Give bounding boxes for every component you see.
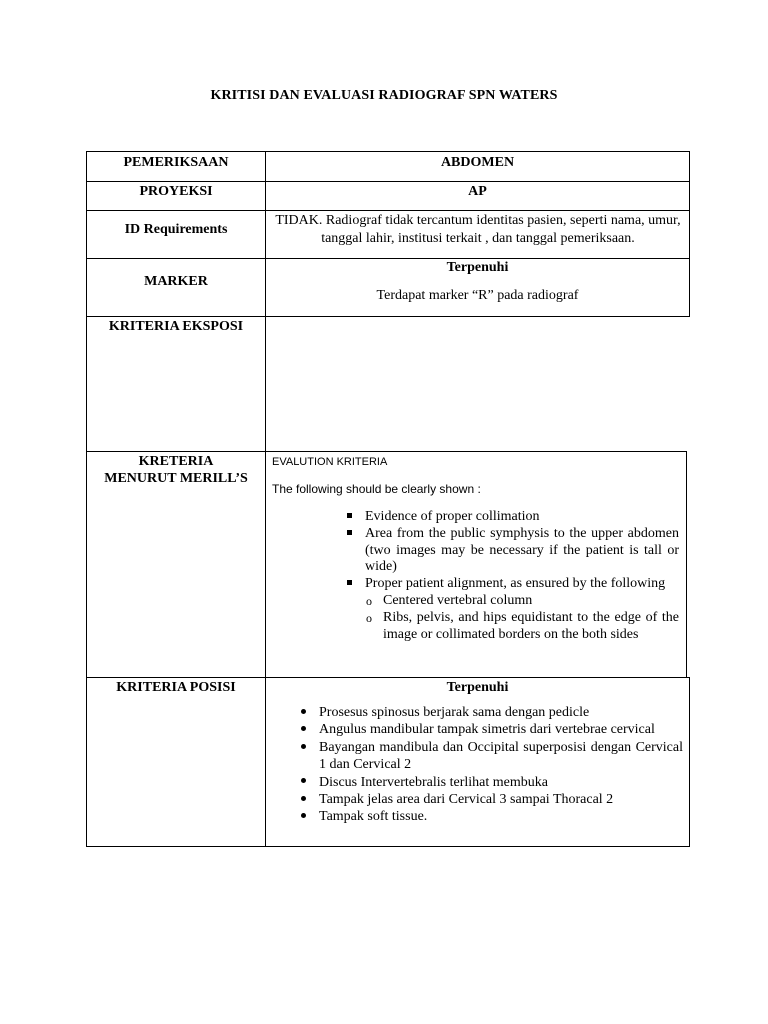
id-requirements-value: TIDAK. Radiograf tidak tercantum identitas pasien, seperti nama, umur, tanggal lahir, institusi terkait , dan tanggal pemeriksaan. xyxy=(275,213,681,246)
merill-item: Evidence of proper collimation xyxy=(365,509,679,526)
posisi-item: Tampak soft tissue. xyxy=(319,808,683,825)
pemeriksaan-value: ABDOMEN xyxy=(440,155,515,170)
merill-item: Proper patient alignment, as ensured by the following xyxy=(365,576,679,593)
circle-bullet-icon: o xyxy=(366,593,372,608)
marker-note: Terdapat marker “R” pada radiograf xyxy=(376,288,579,303)
pemeriksaan-label: PEMERIKSAAN xyxy=(123,155,229,170)
marker-label: MARKER xyxy=(144,274,208,289)
dot-bullet-icon xyxy=(301,796,306,801)
merill-subitem: o Ribs, pelvis, and hips equidistant to the edge of the image or collimated borders on the both sides xyxy=(383,610,679,644)
merill-item: Area from the public symphysis to the upper abdomen (two images may be necessary if the patient is tall or wide) xyxy=(365,526,679,576)
merill-subheading: The following should be clearly shown : xyxy=(272,482,481,496)
posisi-list xyxy=(319,704,683,826)
posisi-item: Discus Intervertebralis terlihat membuka xyxy=(319,774,683,791)
dot-bullet-icon xyxy=(301,709,306,714)
id-requirements-label: ID Requirements xyxy=(124,222,228,237)
dot-bullet-icon xyxy=(301,726,306,731)
merill-label-line1: KRETERIA xyxy=(138,454,214,469)
dot-bullet-icon xyxy=(301,744,306,749)
proyeksi-label: PROYEKSI xyxy=(139,184,213,199)
kriteria-eksposi-label: KRITERIA EKSPOSI xyxy=(108,319,244,334)
merill-label xyxy=(87,453,265,487)
square-bullet-icon xyxy=(347,580,352,585)
square-bullet-icon xyxy=(347,513,352,518)
marker-status: Terpenuhi xyxy=(446,260,509,275)
posisi-item: Angulus mandibular tampak simetris dari vertebrae cervical xyxy=(319,721,683,738)
posisi-label: KRITERIA POSISI xyxy=(116,680,236,695)
square-bullet-icon xyxy=(347,530,352,535)
posisi-item: Prosesus spinosus berjarak sama dengan pedicle xyxy=(319,704,683,721)
circle-bullet-icon: o xyxy=(366,610,372,625)
document-title: KRITISI DAN EVALUASI RADIOGRAF SPN WATERS xyxy=(210,88,558,103)
merill-label-line2: MENURUT MERILL’S xyxy=(104,471,248,486)
dot-bullet-icon xyxy=(301,778,306,783)
posisi-status: Terpenuhi xyxy=(446,680,509,695)
dot-bullet-icon xyxy=(301,813,306,818)
merill-heading: EVALUTION KRITERIA xyxy=(272,456,388,468)
proyeksi-value: AP xyxy=(468,184,487,199)
posisi-item: Bayangan mandibula dan Occipital superposisi dengan Cervical 1 dan Cervical 2 xyxy=(319,739,683,774)
merill-subitem: o Centered vertebral column xyxy=(383,593,679,610)
posisi-item: Tampak jelas area dari Cervical 3 sampai Thoracal 2 xyxy=(319,791,683,808)
merill-list xyxy=(365,509,679,643)
